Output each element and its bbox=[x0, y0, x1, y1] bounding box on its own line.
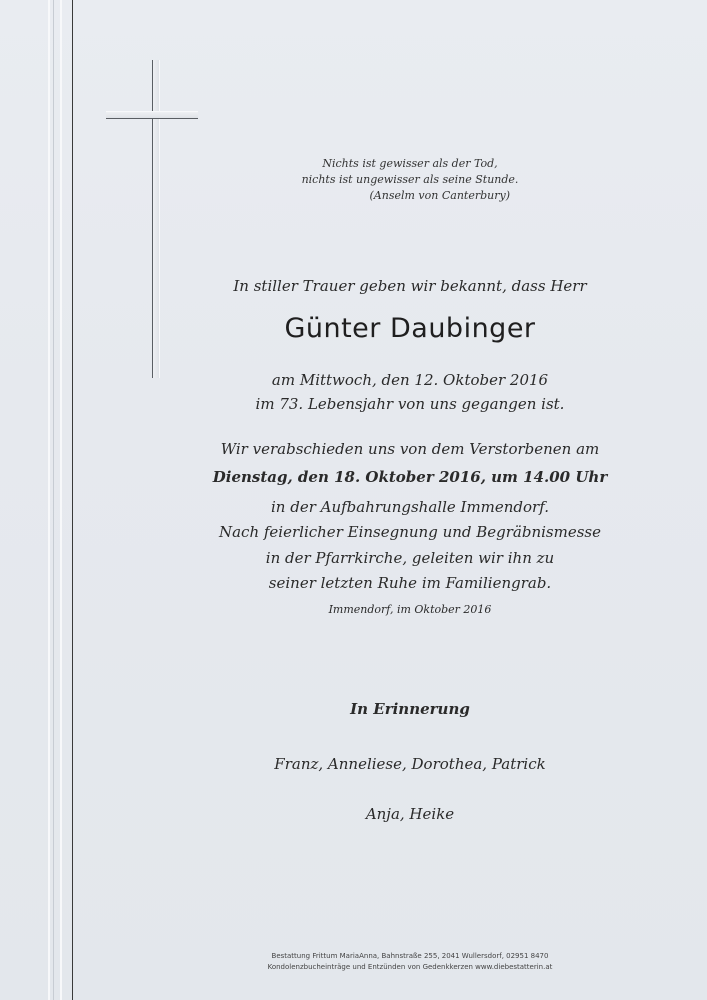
ceremony-intro: Wir verabschieden uns von dem Verstorbenen am bbox=[220, 440, 600, 458]
border-line bbox=[53, 0, 54, 1000]
footer-line: Kondolenzbucheinträge und Entzünden von Gedenkkerzen www.diebestatterin.at bbox=[267, 963, 553, 971]
ceremony-text: Nach feierlicher Einsegnung und Begräbnismesse bbox=[218, 523, 602, 541]
announcement-intro: In stiller Trauer geben wir bekannt, dass Herr bbox=[233, 277, 587, 295]
family-names: Franz, Anneliese, Dorothea, Patrick bbox=[274, 755, 546, 773]
deceased-name: Günter Daubinger bbox=[284, 313, 536, 344]
footer-line: Bestattung Frittum MariaAnna, Bahnstraße 255, 2041 Wullersdorf, 02951 8470 bbox=[271, 952, 549, 960]
memory-heading: In Erinnerung bbox=[350, 700, 470, 718]
ceremony-text: seiner letzten Ruhe im Familiengrab. bbox=[268, 574, 552, 592]
cross-icon bbox=[152, 60, 160, 378]
border-line bbox=[60, 0, 62, 1000]
ceremony-location: in der Aufbahrungshalle Immendorf. bbox=[270, 498, 550, 516]
age-line: im 73. Lebensjahr von uns gegangen ist. bbox=[255, 395, 565, 413]
border-line bbox=[72, 0, 73, 1000]
quote-line: nichts ist ungewisser als seine Stunde. bbox=[301, 173, 519, 186]
quote-line: Nichts ist gewisser als der Tod, bbox=[322, 157, 498, 170]
death-date: am Mittwoch, den 12. Oktober 2016 bbox=[271, 371, 549, 389]
family-names: Anja, Heike bbox=[365, 805, 455, 823]
place-date: Immendorf, im Oktober 2016 bbox=[328, 603, 492, 616]
cross-icon-bar bbox=[106, 111, 198, 119]
ceremony-date-time: Dienstag, den 18. Oktober 2016, um 14.00 Uhr bbox=[212, 468, 608, 486]
ceremony-text: in der Pfarrkirche, geleiten wir ihn zu bbox=[265, 549, 555, 567]
border-line bbox=[48, 0, 50, 1000]
quote-author: (Anselm von Canterbury) bbox=[369, 189, 510, 202]
